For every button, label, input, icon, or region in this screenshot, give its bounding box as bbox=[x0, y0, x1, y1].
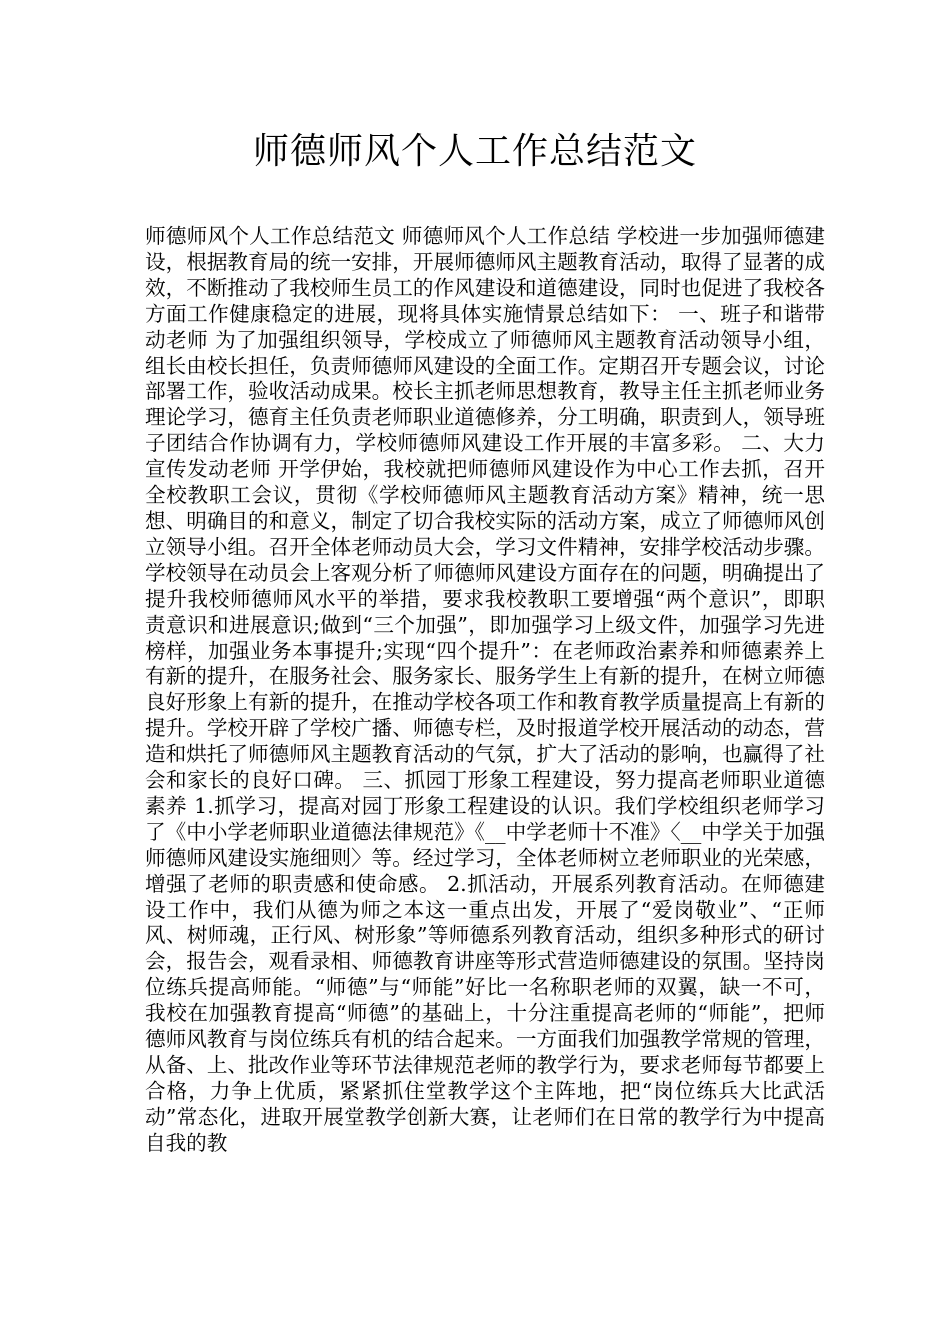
document-title: 师德师风个人工作总结范文 bbox=[252, 131, 697, 172]
document-body: 师德师风个人工作总结范文 师德师风个人工作总结 学校进一步加强师德建设，根据教育局的统一安排，开展师德师风主题教育活动，取得了显著的成效，不断推动了我校师生员工的作风建设和道德建设，同时也促进了我校各方面工作健康稳定的进展，现将具体实施情景总结如下： 一、班子和谐带动老师 为了加强组织领导，学校成立了师德师风主题教育活动领导小组，组长由校长担任，负责师德师风建设的全面工作。定期召开专题会议，讨论部署工作，验收活动成果。校长主抓老师思想教育，教导主任主抓老师业务理论学习，德育主任负责老师职业道德修养，分工明确，职责到人，领导班子团结合作协调有力，学校师德师风建设工作开展的丰富多彩。 二、大力宣传发动老师 开学伊始，我校就把师德师风建设作为中心工作去抓，召开全校教职工会议，贯彻《学校师德师风主题教育活动方案》精神，统一思想、明确目的和意义，制定了切合我校实际的活动方案，成立了师德师风创立领导小组。召开全体老师动员大会，学习文件精神，安排学校活动步骤。学校领导在动员会上客观分析了师德师风建设方面存在的问题，明确提出了提升我校师德师风水平的举措，要求我校教职工要增强“两个意识”，即职责意识和进展意识;做到“三个加强”，即加强学习上级文件，加强学习先进榜样，加强业务本事提升;实现“四个提升”：在老师政治素养和师德素养上有新的提升，在服务社会、服务家长、服务学生上有新的提升，在树立师德良好形象上有新的提升，在推动学校各项工作和教育教学质量提高上有新的提升。学校开辟了学校广播、师德专栏，及时报道学校开展活动的动态，营造和烘托了师德师风主题教育活动的气氛，扩大了活动的影响，也赢得了社会和家长的良好口碑。 三、抓园丁形象工程建设，努力提高老师职业道德素养 1.抓学习，提高对园丁形象工程建设的认识。我们学校组织老师学习了《中小学老师职业道德法律规范》《__中学老师十不准》〈__中学关于加强师德师风建设实施细则〉等。经过学习，全体老师树立老师职业的光荣感，增强了老师的职责感和使命感。 2.抓活动，开展系列教育活动。在师德建设工作中，我们从德为师之本这一重点出发，开展了“爱岗敬业”、“正师风、树师魂，正行风、树形象”等师德系列教育活动，组织多种形式的研讨会，报告会，观看录相、师德教育讲座等形式营造师德建设的氛围。坚持岗位练兵提高师能。“师德”与“师能”好比一名称职老师的双翼，缺一不可，我校在加强教育提高“师德”的基础上，十分注重提高老师的“师能”，把师德师风教育与岗位练兵有机的结合起来。一方面我们加强教学常规的管理，从备、上、批改作业等环节法律规范老师的教学行为，要求老师每节都要上合格，力争上优质，紧紧抓住堂教学这个主阵地，把“岗位练兵大比武活动”常态化，进取开展堂教学创新大赛，让老师们在日常的教学行为中提高自我的教 bbox=[145, 224, 825, 1155]
